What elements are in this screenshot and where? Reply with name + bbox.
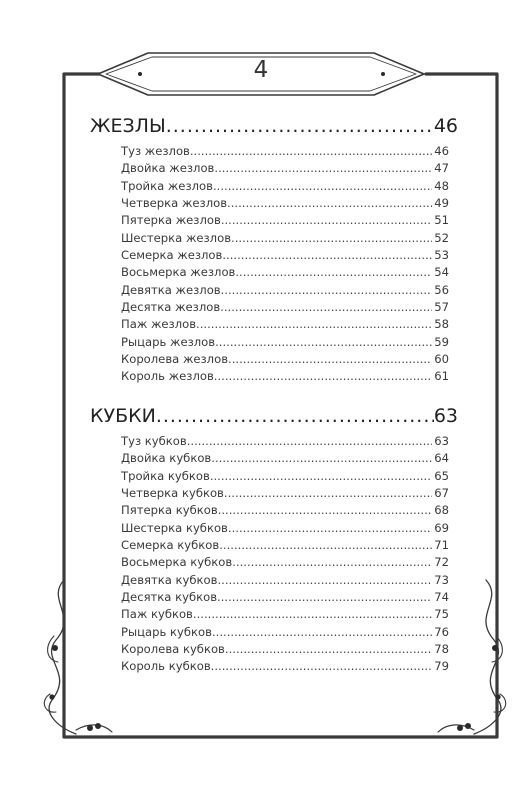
toc-entry-label: Десятка кубков xyxy=(121,590,218,605)
dot-leader xyxy=(218,502,433,519)
toc-entry-page: 59 xyxy=(434,334,449,349)
dot-leader xyxy=(218,572,433,589)
toc-entry-label: Пятерка кубков xyxy=(121,503,218,518)
toc-entry xyxy=(121,433,449,450)
toc-entry-page: 56 xyxy=(434,282,449,297)
toc-entry-label: Королева жезлов xyxy=(121,352,229,367)
dot-leader xyxy=(224,485,432,502)
toc-entry-label: Восьмерка жезлов xyxy=(121,265,236,280)
dot-leader xyxy=(227,195,432,212)
toc-entry-label: Девятка кубков xyxy=(121,572,218,587)
toc-entry xyxy=(121,606,449,623)
toc-entry xyxy=(121,641,449,658)
dot-leader xyxy=(225,641,432,658)
toc-entry-label: Девятка жезлов xyxy=(121,282,221,297)
toc-entry-label: Четверка кубков xyxy=(121,486,224,501)
toc-entry-label: Семерка кубков xyxy=(121,538,220,553)
toc-entry-label: Двойка кубков xyxy=(121,451,212,466)
toc-entry xyxy=(121,299,449,316)
dot-leader xyxy=(219,537,432,554)
dot-leader xyxy=(228,520,432,537)
toc-entry xyxy=(121,537,449,554)
dot-leader xyxy=(196,316,432,333)
toc-heading-page: 46 xyxy=(433,115,458,137)
toc-section-wands xyxy=(90,112,458,386)
toc-entry-page: 65 xyxy=(434,468,449,483)
toc-entry-page: 52 xyxy=(434,230,449,245)
toc-entry-page: 51 xyxy=(434,213,449,228)
toc-entry xyxy=(121,178,449,195)
toc-heading-title: ЖЕЗЛЫ xyxy=(90,115,166,137)
toc-entry xyxy=(121,143,449,160)
toc-heading-title: КУБКИ xyxy=(90,405,156,427)
toc-entry xyxy=(121,316,449,333)
toc-entry xyxy=(121,351,449,368)
toc-entry xyxy=(121,264,449,281)
toc-entry-list xyxy=(121,433,449,676)
toc-entry xyxy=(121,589,449,606)
toc-entry xyxy=(121,485,449,502)
toc-entry-page: 48 xyxy=(434,178,449,193)
dot-leader xyxy=(215,334,432,351)
toc-entry xyxy=(121,334,449,351)
toc-section-heading xyxy=(90,112,458,140)
dot-leader xyxy=(220,299,432,316)
toc-entry xyxy=(121,520,449,537)
dot-leader xyxy=(187,433,432,450)
toc-entry-label: Королева кубков xyxy=(121,642,225,657)
toc-entry xyxy=(121,282,449,299)
toc-section-heading xyxy=(90,402,458,430)
dot-leader xyxy=(214,160,432,177)
toc-entry-page: 57 xyxy=(434,300,449,315)
toc-entry xyxy=(121,572,449,589)
dot-leader xyxy=(211,658,433,675)
dot-leader xyxy=(211,450,432,467)
toc-entry-page: 74 xyxy=(434,590,449,605)
dot-leader xyxy=(235,264,432,281)
toc-entry xyxy=(121,212,449,229)
dot-leader xyxy=(231,230,432,247)
dot-leader xyxy=(193,606,432,623)
toc-entry-page: 79 xyxy=(434,659,449,674)
toc-entry-page: 54 xyxy=(434,265,449,280)
toc-entry-label: Четверка жезлов xyxy=(121,196,228,211)
toc-section-cups xyxy=(90,402,458,676)
toc-entry-page: 61 xyxy=(434,369,449,384)
toc-entry-label: Шестерка кубков xyxy=(121,520,228,535)
toc-entry-label: Паж жезлов xyxy=(121,317,197,332)
toc-entry-page: 75 xyxy=(434,607,449,622)
toc-entry-page: 69 xyxy=(434,520,449,535)
dot-leader xyxy=(221,282,433,299)
toc-entry xyxy=(121,368,449,385)
toc-entry-page: 73 xyxy=(434,572,449,587)
dot-leader xyxy=(210,468,432,485)
toc-entry xyxy=(121,230,449,247)
toc-entry-page: 58 xyxy=(434,317,449,332)
toc-entry-page: 53 xyxy=(434,248,449,263)
toc-entry-page: 49 xyxy=(434,196,449,211)
toc-entry-label: Рыцарь жезлов xyxy=(121,334,216,349)
toc-entry-page: 60 xyxy=(434,352,449,367)
toc-entry-label: Десятка жезлов xyxy=(121,300,221,315)
toc-entry-page: 47 xyxy=(434,161,449,176)
toc-entry xyxy=(121,624,449,641)
dot-leader xyxy=(221,212,432,229)
toc-entry-page: 76 xyxy=(434,624,449,639)
toc-entry-label: Шестерка жезлов xyxy=(121,230,232,245)
toc-entry xyxy=(121,468,449,485)
dot-leader xyxy=(228,351,432,368)
dot-leader xyxy=(190,143,432,160)
toc-entry-label: Паж кубков xyxy=(121,607,193,622)
toc-entry-page: 67 xyxy=(434,486,449,501)
toc-entry-label: Восьмерка кубков xyxy=(121,555,233,570)
toc-entry xyxy=(121,247,449,264)
toc-entry xyxy=(121,450,449,467)
toc-entry-label: Тройка жезлов xyxy=(121,178,213,193)
toc-entry-page: 71 xyxy=(434,538,449,553)
toc-entry-page: 46 xyxy=(434,144,449,158)
toc-entry-list xyxy=(121,143,449,386)
toc-entry-label: Рыцарь кубков xyxy=(121,624,212,639)
toc-entry-page: 64 xyxy=(434,451,449,466)
toc-entry-label: Король жезлов xyxy=(121,369,214,384)
toc-entry-label: Туз кубков xyxy=(121,434,187,448)
toc-heading-page: 63 xyxy=(433,405,458,427)
dot-leader xyxy=(213,178,432,195)
toc-entry-label: Семерка жезлов xyxy=(121,248,223,263)
dot-leader xyxy=(214,368,432,385)
toc-entry-label: Тройка кубков xyxy=(121,468,210,483)
dot-leader xyxy=(166,112,434,140)
dot-leader xyxy=(212,624,432,641)
dot-leader xyxy=(217,589,432,606)
dot-leader xyxy=(232,554,432,571)
dot-leader xyxy=(156,402,434,430)
toc-entry xyxy=(121,502,449,519)
toc-entry-page: 72 xyxy=(434,555,449,570)
toc-entry-label: Пятерка жезлов xyxy=(121,213,221,228)
toc-entry xyxy=(121,658,449,675)
toc-entry-label: Двойка жезлов xyxy=(121,161,215,176)
toc-entry-label: Король кубков xyxy=(121,659,211,674)
toc-entry-page: 68 xyxy=(434,503,449,518)
page-number: 4 xyxy=(253,57,269,83)
toc-entry xyxy=(121,554,449,571)
toc-entry xyxy=(121,195,449,212)
toc-entry xyxy=(121,160,449,177)
toc-entry-page: 78 xyxy=(434,642,449,657)
toc-entry-label: Туз жезлов xyxy=(121,144,190,158)
toc-entry-page: 63 xyxy=(434,434,449,448)
dot-leader xyxy=(222,247,432,264)
